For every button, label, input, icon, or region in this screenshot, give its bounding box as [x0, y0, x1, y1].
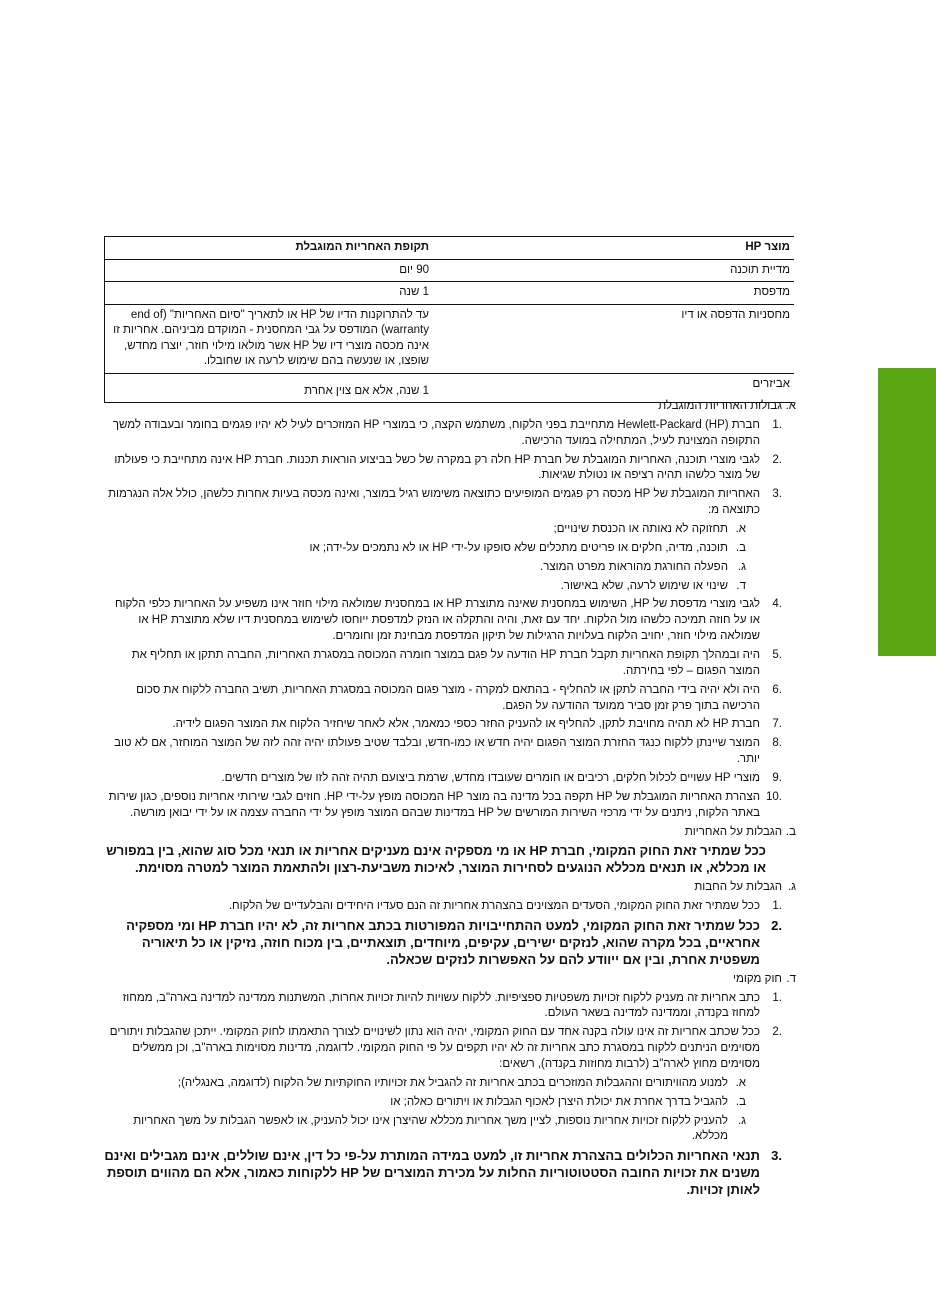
- header-product: מוצר HP: [433, 237, 794, 260]
- list-item: .2 לגבי מוצרי תוכנה, האחריות המוגבלת של חברת HP חלה רק במקרה של כשל בביצוע הוראות תכנות. חברת HP אינה מתחייבת כי פעולתו של מוצר כלשהו תהיה רציפה או נטולת שגיאות.: [114, 453, 782, 482]
- list-item: .1 ככל שמתיר זאת החוק המקומי, הסעדים המצוינים בהצהרת אחריות זה הנם סעדיו היחידים והבלעדיים של הלקוח.: [228, 900, 782, 913]
- sub-item: ד. שינוי או שימוש לרעה, שלא באישור.: [560, 579, 746, 592]
- cell-period: עד להתרוקנות הדיו של HP או לתאריך "סיום האחריות" (end of warranty) המודפס על גבי המחסנית - המוקדם מביניהם. אחריות זו אינה מכסה מוצרי דיו של HP אשר מולאו מילוי חוזר, יוצרו מחדש, שופצו, או שנעשה בהם שימוש לרעה או שחובלו.: [105, 304, 434, 373]
- cell-product: מדיית תוכנה: [433, 259, 794, 282]
- list-item: .3 תנאי האחריות הכלולים בהצהרת אחריות זו, למעט במידה המותרת על-פי כל דין, אינם שוללים, אינם מגבילים ואינם משנים את זכויות החובה הסטטוטוריות החלות על מכירת המוצרים של HP ללקוחות כאמור, אלא הם מהווים תוספת לאותן זכויות.: [104, 1148, 782, 1198]
- table-header-row: [105, 237, 795, 260]
- section-heading: א. גבולות האחריות המוגבלת: [658, 400, 796, 412]
- list-item: .6 היה ולא יהיה בידי החברה לתקן או להחליף - בהתאם למקרה - מוצר פגום המכוסה במסגרת האחריות, תשיב החברה ללקוח את סכום הרכישה בתוך פרק זמן סביר ממועד ההודעה על הפגם.: [136, 683, 782, 712]
- section-heading: ד. חוק מקומי: [733, 972, 796, 985]
- list-item: .4 לגבי מוצרי מדפסת של HP, השימוש במחסנית שאינה מתוצרת HP או במחסנית שמולאה מילוי חוזר אינו משפיע על האחריות כלפי הלקוח או על חוזה תמיכה כלשהו מול הלקוח. יחד עם זאת, והיה והתקלה או הנזק למדפסת ייוחסו לשימוש במחסנית דיו שלא מתוצרת HP או שמולאה מילוי חוזר, יחויב הלקוח בעלויות הרגילות של תיקון המדפסת מבחינת זמן וחומרים.: [114, 598, 782, 643]
- warranty-text: [104, 396, 796, 1199]
- cell-product: מדפסת: [433, 282, 794, 305]
- cell-product: אביזרים: [433, 373, 794, 403]
- list-item: .2 ככל שכתב אחריות זה אינו עולה בקנה אחד עם החוק המקומי, יהיה הוא נתון לשינויים לצורך התאמתו לחוק המקומי. ייתכן שהגבלות ויתורים מסוימים הניתנים ללקוח במסגרת כתב אחריות זה לא יהיו תקפים על פי החוק המקומי. לדוגמה, מדינות מסוימות בארה"ב, וכן ממשלים מסוימים מחוץ לארה"ב (לרבות מחוזות בקנדה), רשאים:: [109, 1026, 782, 1070]
- sub-item: ג. להעניק ללקוח זכויות אחריות נוספות, לציין משך אחריות מכללא שהיצרן אינו יכול להעניק, או לאפשר הגבלות על משך האחריות מכללא.: [133, 1114, 746, 1143]
- warranty-table: [104, 236, 794, 403]
- list-item: .7 חברת HP לא תהיה מחויבת לתקן, להחליף או להעניק החזר כספי כמאמר, אלא לאחר שיחזיר הלקוח את המוצר הפגום לידיה.: [172, 718, 782, 731]
- cell-period: 90 יום: [105, 259, 434, 282]
- section-tab: [878, 368, 936, 656]
- list-item: .5 היה ובמהלך תקופת האחריות תקבל חברת HP הודעה על פגם במוצר חומרה המכוסה במסגרת האחריות, החברה תתקן או תחליף את המוצר הפגום – לפי בחירתה.: [131, 649, 782, 677]
- sub-item: ג. הפעלה החורגת מהוראות מפרט המוצר.: [540, 560, 746, 573]
- header-period: תקופת האחריות המוגבלת: [105, 237, 434, 260]
- table-row: [105, 282, 795, 305]
- list-item: .3 האחריות המוגבלת של HP מכסה רק פגמים המופיעים כתוצאה משימוש רגיל במוצר, ואינה מכסה בעיות אחרות כלשהן, כולל אלה הנגרמות כתוצאה מ:: [108, 488, 782, 517]
- list-item: .1 כתב אחריות זה מעניק ללקוח זכויות משפטיות ספציפיות. ללקוח עשויות להיות זכויות אחרות, המשתנות ממדינה למדינה בארה"ב, ממחוז למחוז בקנדה, וממדינה למדינה בשאר העולם.: [122, 991, 782, 1020]
- list-item: .2 ככל שמתיר זאת החוק המקומי, למעט ההתחייבויות המפורטות בכתב אחריות זה, לא יהיו חברת HP ומי מספקיה אחראיים, בכל מקרה שהוא, לנזקים ישירים, עקיפים, מיוחדים, תוצאתיים, בין מכוח חוזה, נזיקין או כל תיאוריה משפטית אחרת, ובין אם ייוודע להם על האפשרות לנזקים שכאלה.: [126, 917, 782, 967]
- list-item: .1 חברת Hewlett-Packard (HP) מתחייבת בפני הלקוח, משתמש הקצה, כי במוצרי HP המוזכרים לעיל לא יהיו פגמים בחומר ובעבודה למשך התקופה המצוינת לעיל, המתחילה במועד הרכישה.: [112, 418, 782, 447]
- sub-item: א. למנוע מהוויתורים וההגבלות המוזכרים בכתב אחריות זה להגביל את זכויותיו החוקתיות של הלקוח (לדוגמה, באנגליה);: [177, 1076, 746, 1089]
- cell-product: מחסניות הדפסה או דיו: [433, 304, 794, 373]
- table-row: [105, 259, 795, 282]
- list-item: .9 מוצרי HP עשויים לכלול חלקים, רכיבים או חומרים שעובדו מחדש, שרמת ביצועם תהיה זהה לזו של מוצרים חדשים.: [221, 772, 782, 785]
- list-item: .8 המוצר שיינתן ללקוח כנגד החזרת המוצר הפגום יהיה חדש או כמו-חדש, ובלבד שטיב פעולתו יהיה זהה לזה של המוצר המוחזר, אם לא טוב יותר.: [114, 737, 782, 766]
- limitations-paragraph: ככל שמתיר זאת החוק המקומי, חברת HP או מי מספקיה אינם מעניקים אחריות או תנאי מכל סוג שהוא, בין במפורש או מכללא, או תנאים מכללא הנוגעים לסחירות המוצר, לאיכות משביעת-רצון ולהתאמת המוצר למטרה מסוימת.: [106, 843, 766, 876]
- sub-item: ב. תוכנה, מדיה, חלקים או פריטים מתכלים שלא סופקו על-ידי HP או לא נתמכים על-ידה; או: [309, 541, 746, 554]
- cell-period: 1 שנה: [105, 282, 434, 305]
- sub-item: ב. להגביל בדרך אחרת את יכולת היצרן לאכוף הגבלות או ויתורים כאלה; או: [390, 1095, 746, 1108]
- table-row: [105, 304, 795, 373]
- section-heading: ב. הגבלות על האחריות: [684, 825, 796, 838]
- cell-period: 1 שנה, אלא אם צוין אחרת: [105, 373, 434, 403]
- sub-item: א. תחזוקה לא נאותה או הכנסת שינויים;: [553, 523, 746, 536]
- section-heading: ג. הגבלות על החבות: [694, 881, 796, 894]
- list-item: .10 הצהרת האחריות המוגבלת של HP תקפה בכל מדינה בה מוצר HP המכוסה מופץ על-ידי HP. חוזים לגבי שירותי אחריות נוספים, כגון שירות באתר הלקוח, ניתנים על ידי מרכזי השירות המורשים של HP במדינות שבהם המוצר מופץ על ידי החברה עצמה או על ידי יבואן מורשה.: [108, 790, 782, 819]
